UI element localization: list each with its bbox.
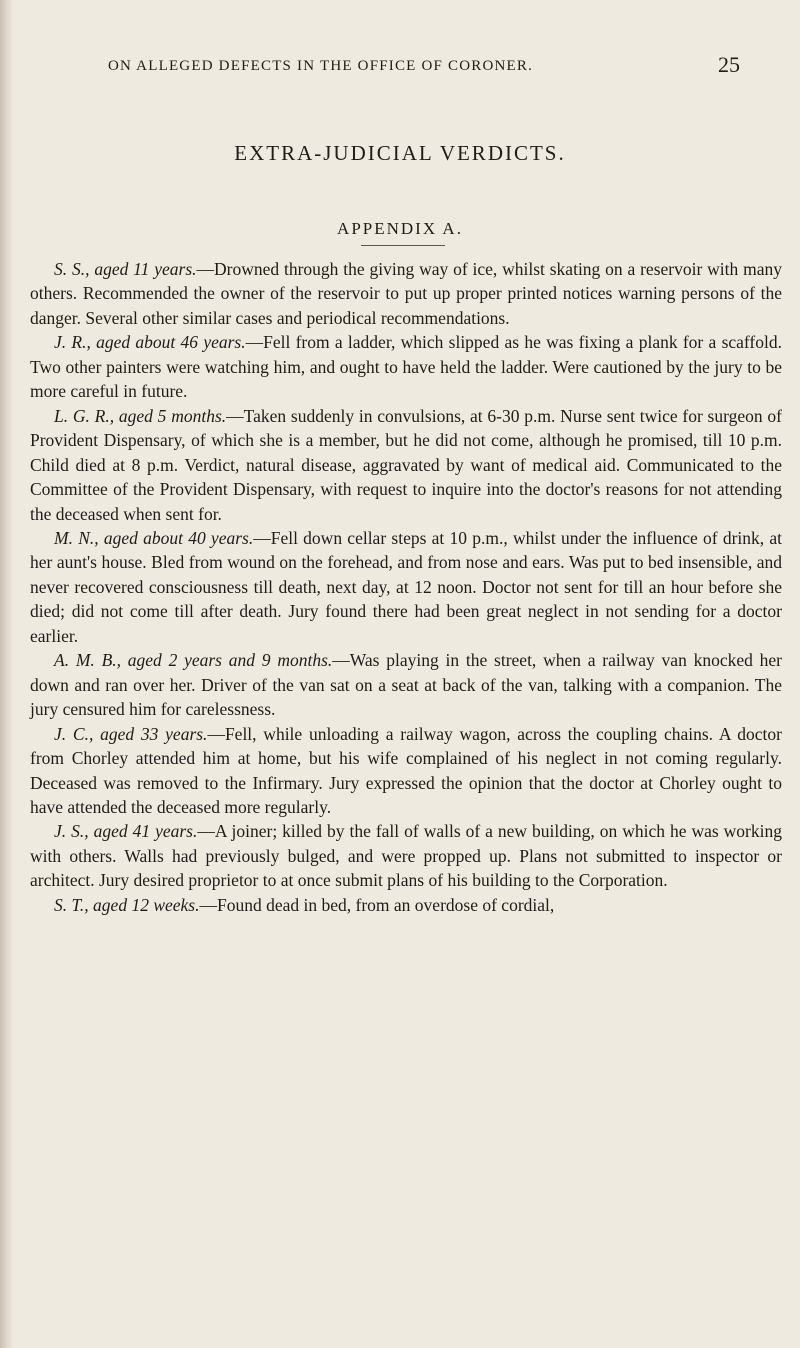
appendix-title: APPENDIX A. bbox=[337, 219, 463, 238]
section-title: EXTRA-JUDICIAL VERDICTS. bbox=[234, 141, 566, 165]
entry-text: —A joiner; killed by the fall of walls of a new building, on which he was working with others. Walls had previously bulged, and were propped up. Plans not submitted to inspector or architect. Jury desired proprietor to at once submit plans of his building to the Corporation. bbox=[30, 821, 782, 891]
entry-heading: M. N., aged about 40 years. bbox=[54, 527, 254, 548]
entry-heading: S. T., aged 12 weeks. bbox=[54, 894, 200, 915]
verdict-entry bbox=[30, 648, 782, 721]
entry-text: —Was playing in the street, when a railway van knocked her down and ran over her. Driver of the van sat on a seat at back of the van, talking with a companion. The jury censured him for carelessness. bbox=[30, 650, 782, 720]
entry-text: —Fell from a ladder, which slipped as he was fixing a plank for a scaffold. Two other painters were watching him, and ought to have held the ladder. Were cautioned by the jury to be more careful in future. bbox=[30, 332, 782, 402]
entry-text: —Drowned through the giving way of ice, whilst skating on a reservoir with many others. Recommended the owner of the reservoir to put up proper printed notices warning persons of the danger. Several other similar cases and periodical recommendations. bbox=[30, 259, 782, 328]
entry-text: —Taken suddenly in convulsions, at 6-30 p.m. Nurse sent twice for surgeon of Provident Dispensary, of which she is a member, but he did not come, although he promised, till 10 p.m. Child died at 8 p.m. Verdict, natural disease, aggravated by want of medical aid. Communicated to the Committee of the Provident Dispensary, with request to inquire into the doctor's reasons for not attending the deceased when sent for. bbox=[30, 405, 783, 524]
entry-heading: J. R., aged about 46 years. bbox=[54, 332, 246, 353]
verdict-entry bbox=[30, 404, 782, 526]
entry-heading: J. S., aged 41 years. bbox=[54, 821, 198, 842]
page-number: 25 bbox=[718, 52, 740, 77]
entry-heading: J. C., aged 33 years. bbox=[54, 723, 208, 744]
entry-text: —Found dead in bed, from an overdose of cordial, bbox=[199, 894, 555, 915]
entry-heading: L. G. R., aged 5 months. bbox=[54, 405, 227, 426]
verdict-entry bbox=[30, 330, 782, 403]
entry-heading: S. S., aged 11 years. bbox=[54, 259, 197, 279]
verdict-entry bbox=[30, 257, 782, 330]
verdict-entry bbox=[30, 722, 782, 820]
running-head: ON ALLEGED DEFECTS IN THE OFFICE OF CORONER. bbox=[108, 58, 534, 74]
verdict-entries bbox=[30, 257, 782, 917]
verdict-entry bbox=[30, 893, 782, 917]
entry-text: —Fell down cellar steps at 10 p.m., whilst under the influence of drink, at her aunt's house. Bled from wound on the forehead, and from nose and ears. Was put to bed insensible, and never recovered consciousness till death, next day, at 12 noon. Doctor not sent for till an hour before she died; did not come till after death. Jury found there had been great neglect in not sending for a doctor earlier. bbox=[30, 527, 782, 646]
entry-heading: A. M. B., aged 2 years and 9 months. bbox=[54, 650, 333, 671]
title-rule bbox=[361, 245, 445, 246]
verdict-entry bbox=[30, 819, 782, 892]
verdict-entry bbox=[30, 526, 782, 648]
entry-text: —Fell, while unloading a railway wagon, across the coupling chains. A doctor from Chorley attended him at home, but his wife complained of his neglect in not coming regularly. Deceased was removed to the Infirmary. Jury expressed the opinion that the doctor at Chorley ought to have attended the deceased more regularly. bbox=[30, 723, 782, 817]
